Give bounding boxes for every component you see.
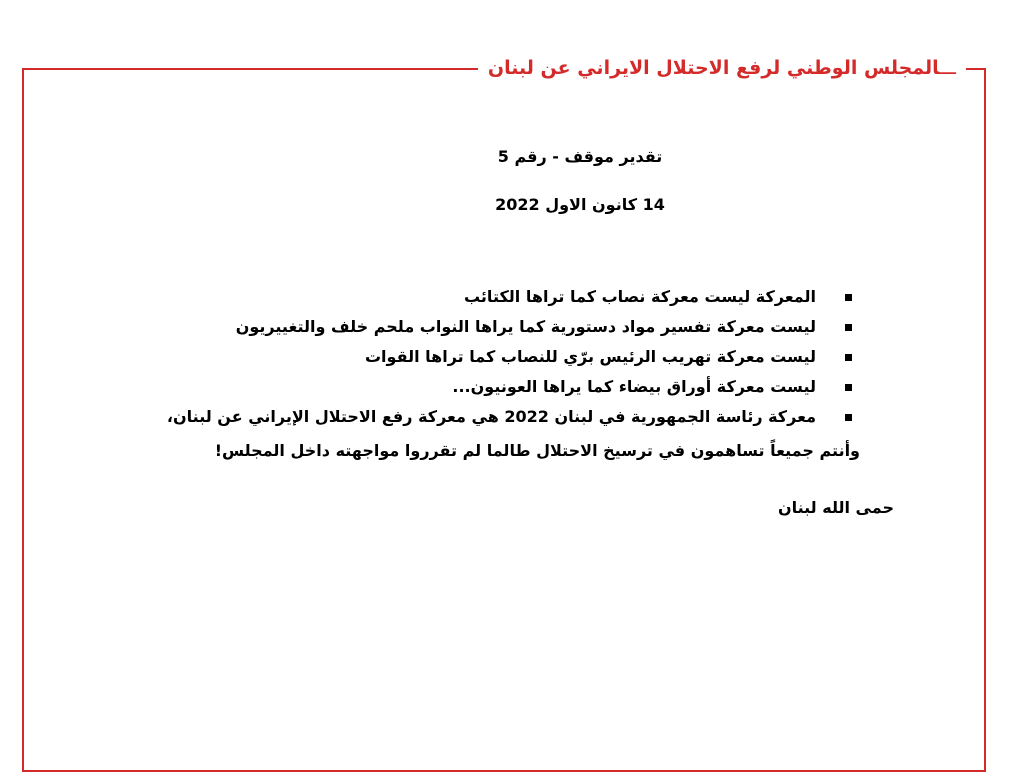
title-dash: ـــ bbox=[939, 57, 956, 79]
organization-title-text: المجلس الوطني لرفع الاحتلال الايراني عن لبنان bbox=[487, 57, 940, 79]
position-points-list bbox=[140, 282, 860, 466]
list-item bbox=[140, 342, 860, 372]
square-bullet-icon bbox=[845, 354, 852, 361]
point-text: ليست معركة أوراق بيضاء كما يراها العونيون... bbox=[452, 377, 816, 396]
point-text: ليست معركة تهريب الرئيس برّي للنصاب كما تراها القوات bbox=[364, 347, 816, 366]
point-text: معركة رئاسة الجمهورية في لبنان 2022 هي معركة رفع الاحتلال الإيراني عن لبنان، bbox=[166, 407, 816, 426]
list-item bbox=[140, 312, 860, 342]
organization-title bbox=[478, 54, 966, 82]
square-bullet-icon bbox=[845, 324, 852, 331]
closing-line: حمى الله لبنان bbox=[777, 498, 894, 517]
square-bullet-icon bbox=[845, 414, 852, 421]
list-item bbox=[140, 402, 860, 466]
point-continuation: وأنتم جميعاً تساهمون في ترسيخ الاحتلال طالما لم تقرروا مواجهته داخل المجلس! bbox=[214, 441, 860, 460]
point-text: ليست معركة تفسير مواد دستورية كما يراها النواب ملحم خلف والتغييريون bbox=[235, 317, 816, 336]
square-bullet-icon bbox=[845, 294, 852, 301]
list-item bbox=[140, 282, 860, 312]
list-item bbox=[140, 372, 860, 402]
document-date: 14 كانون الاول 2022 bbox=[495, 195, 665, 214]
square-bullet-icon bbox=[845, 384, 852, 391]
point-text: المعركة ليست معركة نصاب كما تراها الكتائب bbox=[463, 287, 816, 306]
document-title: تقدير موقف - رقم 5 bbox=[497, 147, 663, 166]
